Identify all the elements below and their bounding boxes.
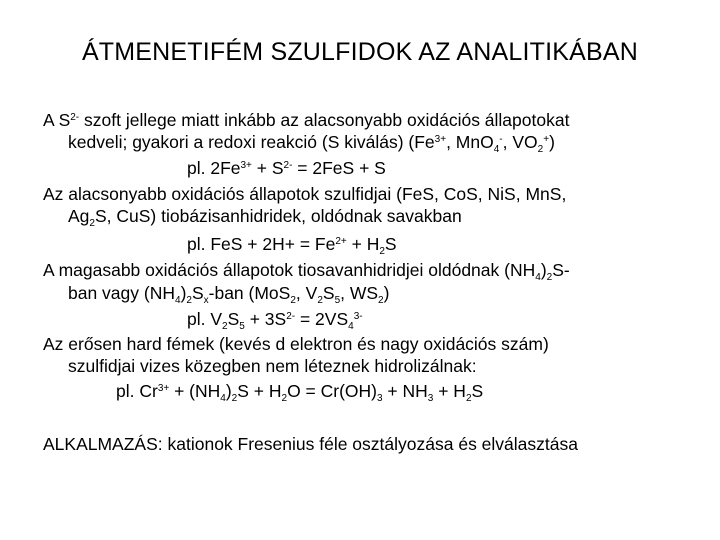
text-run: S — [191, 283, 204, 303]
footer-text: ALKALMAZÁS: kationok Fresenius féle osztályozása és elválasztása — [43, 434, 578, 454]
text-run: S — [471, 381, 484, 401]
text-run: A magasabb oxidációs állapotok tiosavanhidridjei oldódnak (NH — [43, 260, 536, 280]
text-line-4 — [68, 206, 462, 229]
subscript: 2 — [186, 295, 192, 306]
equation-line-3 — [187, 309, 363, 332]
text-line-3 — [43, 184, 566, 204]
superscript: 3- — [353, 311, 363, 322]
superscript: 2- — [286, 311, 296, 322]
subscript: 5 — [334, 295, 341, 306]
text-run: ) — [540, 260, 547, 280]
text-run: , V — [295, 283, 318, 303]
superscript: 2+ — [335, 236, 347, 247]
text-run: ban vagy (NH — [68, 283, 175, 303]
subscript: 4 — [175, 295, 181, 306]
subscript: 2 — [89, 218, 95, 229]
text-run: -ban (MoS — [208, 283, 291, 303]
subscript: 4 — [493, 144, 500, 155]
text-line-7 — [43, 334, 549, 354]
subscript: 4 — [220, 393, 226, 404]
superscript: 3+ — [240, 160, 252, 171]
subscript: 3 — [427, 393, 434, 404]
text-run: szulfidjai vizes közegben nem léteznek hidrolizálnak: — [68, 356, 477, 376]
subscript: 2 — [537, 144, 544, 155]
text-run: ) — [180, 283, 187, 303]
text-run: + (NH — [169, 381, 221, 401]
text-run: + NH — [382, 381, 428, 401]
subscript: 2 — [231, 393, 238, 404]
text-run: + 3S — [244, 309, 287, 329]
text-run: , MnO — [446, 132, 494, 152]
text-line-2 — [68, 132, 555, 155]
subscript: 4 — [348, 321, 354, 332]
subscript: 2 — [290, 295, 296, 306]
equation-line-1 — [187, 158, 386, 178]
subscript: 2 — [317, 295, 323, 306]
text-run: S — [322, 283, 335, 303]
text-run: = 2VS — [295, 309, 349, 329]
superscript: 2- — [70, 112, 80, 123]
text-run: Az erősen hard fémek (kevés d elektron és nagy oxidációs szám) — [43, 334, 549, 354]
slide-title: ÁTMENETIFÉM SZULFIDOK AZ ANALITIKÁBAN — [81, 38, 639, 66]
superscript: 2- — [283, 160, 293, 171]
text-line-5 — [43, 260, 570, 283]
superscript: - — [499, 134, 503, 145]
text-line-6 — [68, 283, 390, 306]
text-run: pl. V — [187, 309, 223, 329]
text-run: szoft jellege miatt inkább az alacsonyabb oxidációs állapotokat — [79, 110, 570, 130]
text-run: S + H — [237, 381, 282, 401]
subscript: 2 — [378, 295, 384, 306]
superscript: + — [543, 134, 550, 145]
text-run: Ag — [68, 206, 90, 226]
text-run: S- — [552, 260, 570, 280]
equation-line-2 — [187, 234, 397, 257]
subscript: 3 — [377, 393, 383, 404]
text-run: , VO — [502, 132, 538, 152]
text-run: ) — [549, 132, 555, 152]
subscript: x — [203, 295, 209, 306]
subscript: 2 — [281, 393, 288, 404]
subscript: 5 — [239, 321, 245, 332]
subscript: 2 — [379, 246, 385, 257]
equation-line-4 — [116, 381, 484, 404]
text-run: pl. Cr — [116, 381, 158, 401]
text-run: kedveli; gyakori a redoxi reakció (S kiválás) (Fe — [68, 132, 435, 152]
text-run: S — [384, 234, 397, 254]
subscript: 2 — [546, 272, 553, 283]
text-run: + H — [433, 381, 466, 401]
text-run: O = Cr(OH) — [287, 381, 377, 401]
text-run: , WS — [340, 283, 379, 303]
subscript: 2 — [222, 321, 228, 332]
text-run: ) — [383, 283, 390, 303]
text-run: S — [227, 309, 240, 329]
text-run: + S — [251, 158, 284, 178]
text-run: = 2FeS + S — [292, 158, 386, 178]
text-run: ) — [225, 381, 232, 401]
text-run: Az alacsonyabb oxidációs állapotok szulfidjai (FeS, CoS, NiS, MnS, — [43, 184, 567, 204]
text-line-1 — [43, 110, 569, 130]
text-run: + H — [346, 234, 380, 254]
text-run: pl. 2Fe — [187, 158, 241, 178]
subscript: 2 — [465, 393, 472, 404]
text-run: pl. FeS + 2H+ = Fe — [187, 234, 336, 254]
superscript: 3+ — [434, 134, 447, 145]
text-run: A S — [43, 110, 71, 130]
subscript: 4 — [535, 272, 541, 283]
text-run: S, CuS) tiobázisanhidridek, oldódnak savakban — [94, 206, 462, 226]
superscript: 3+ — [157, 383, 170, 394]
text-line-8 — [68, 356, 477, 376]
